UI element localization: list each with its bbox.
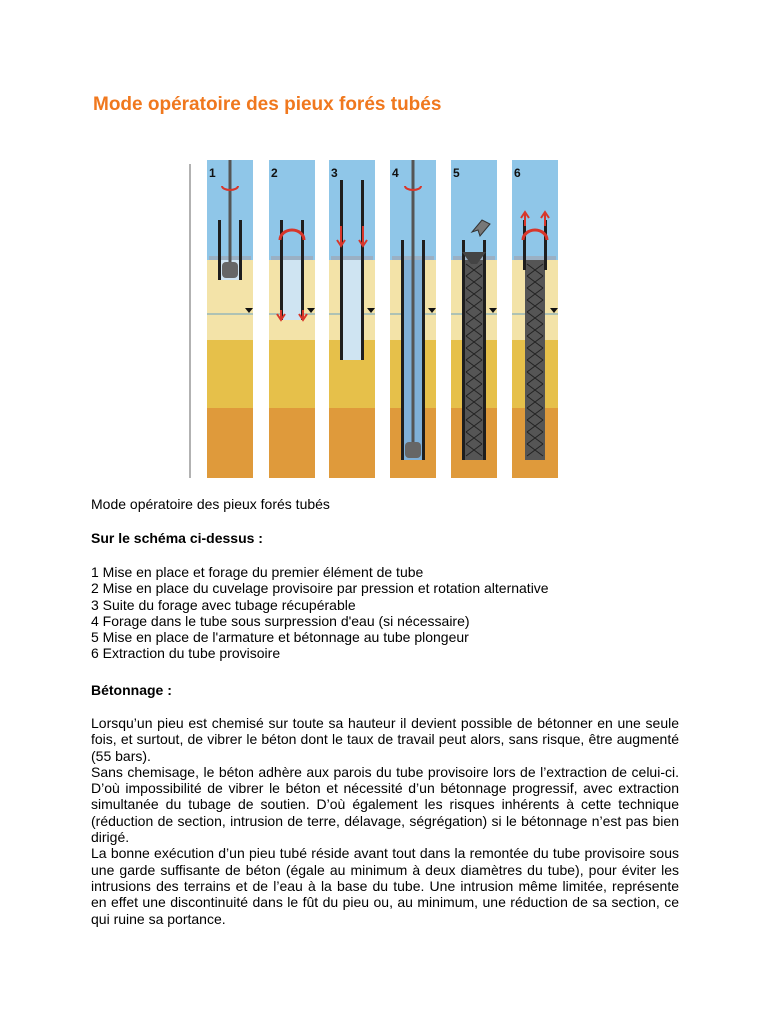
panel-number: 3 [331, 166, 338, 180]
figure-caption: Mode opératoire des pieux forés tubés [91, 496, 330, 512]
yellow-soil-layer [269, 340, 315, 408]
casing-wall-left [340, 180, 343, 360]
casing-wall-right [361, 180, 364, 360]
step-item: 1 Mise en place et forage du premier élément de tube [91, 564, 424, 580]
concrete-pile [464, 260, 484, 460]
casing-wall-left [462, 240, 465, 460]
step-item: 6 Extraction du tube provisoire [91, 645, 281, 662]
paragraph: Sans chemisage, le béton adhère aux parois du tube provisoire lors de l’extraction de celui-ci. D’où impossibilité de vibrer le béton et nécessité d’un bétonnage progressif, avec extraction simultanée du tubage de soutien. D’où également les risques inhérents à cette technique (réduction de section, intrusion de terre, délavage, ségrégation) si le bétonnage n’est pas bien dirigé. [91, 763, 679, 846]
casing-wall-left [523, 220, 526, 270]
borehole [282, 260, 302, 320]
betonnage-heading: Bétonnage : [91, 682, 172, 698]
casing-wall-left [218, 220, 221, 280]
orange-soil-layer [329, 408, 375, 478]
betonnage-body [91, 715, 679, 927]
steps-list [91, 564, 549, 662]
panel-number: 6 [514, 166, 521, 180]
step-item: 4 Forage dans le tube sous surpression d'eau (si nécessaire) [91, 612, 470, 629]
panel-number: 4 [392, 166, 399, 180]
page-title: Mode opératoire des pieux forés tubés [93, 94, 442, 115]
casing-wall-right [422, 240, 425, 460]
concrete-pile [525, 260, 545, 460]
casing-wall-left [401, 240, 404, 460]
drill-bucket [405, 442, 421, 458]
yellow-soil-layer [207, 340, 253, 408]
casing-wall-right [239, 220, 242, 280]
paragraph: Lorsqu’un pieu est chemisé sur toute sa hauteur il devient possible de bétonner en une seule fois, et surtout, de vibrer le béton dont le taux de travail peut alors, sans risque, être augmenté (55 bars). [91, 715, 679, 764]
step-item: 2 Mise en place du cuvelage provisoire par pression et rotation alternative [91, 580, 549, 597]
ground-platform [331, 256, 373, 260]
ground-platform [271, 256, 313, 260]
step-item: 5 Mise en place de l'armature et bétonnage au tube plongeur [91, 629, 469, 646]
schema-heading: Sur le schéma ci-dessus : [91, 530, 263, 546]
panel-number: 2 [271, 166, 278, 180]
step-item: 3 Suite du forage avec tubage récupérable [91, 596, 356, 613]
panel-number: 1 [209, 166, 216, 180]
ground-platform [514, 256, 556, 260]
drill-bucket [222, 262, 238, 278]
casing-wall-right [544, 220, 547, 270]
orange-soil-layer [207, 408, 253, 478]
pile-procedure-figure [188, 160, 564, 480]
orange-soil-layer [269, 408, 315, 478]
casing-wall-right [483, 240, 486, 460]
paragraph: La bonne exécution d’un pieu tubé réside avant tout dans la remontée du tube provisoire sous une garde suffisante de béton (égale au minimum à deux diamètres du tube), pour éviter les intrusions des terrains et de l’eau à la base du tube. Une intrusion même limitée, représente en effet une discontinuité dans le fût du pieu ou, au minimum, une réduction de sa section, ce qui ruine sa portance. [91, 845, 679, 927]
borehole [342, 260, 362, 360]
panel-number: 5 [453, 166, 460, 180]
pile-procedure-diagram [188, 160, 564, 480]
